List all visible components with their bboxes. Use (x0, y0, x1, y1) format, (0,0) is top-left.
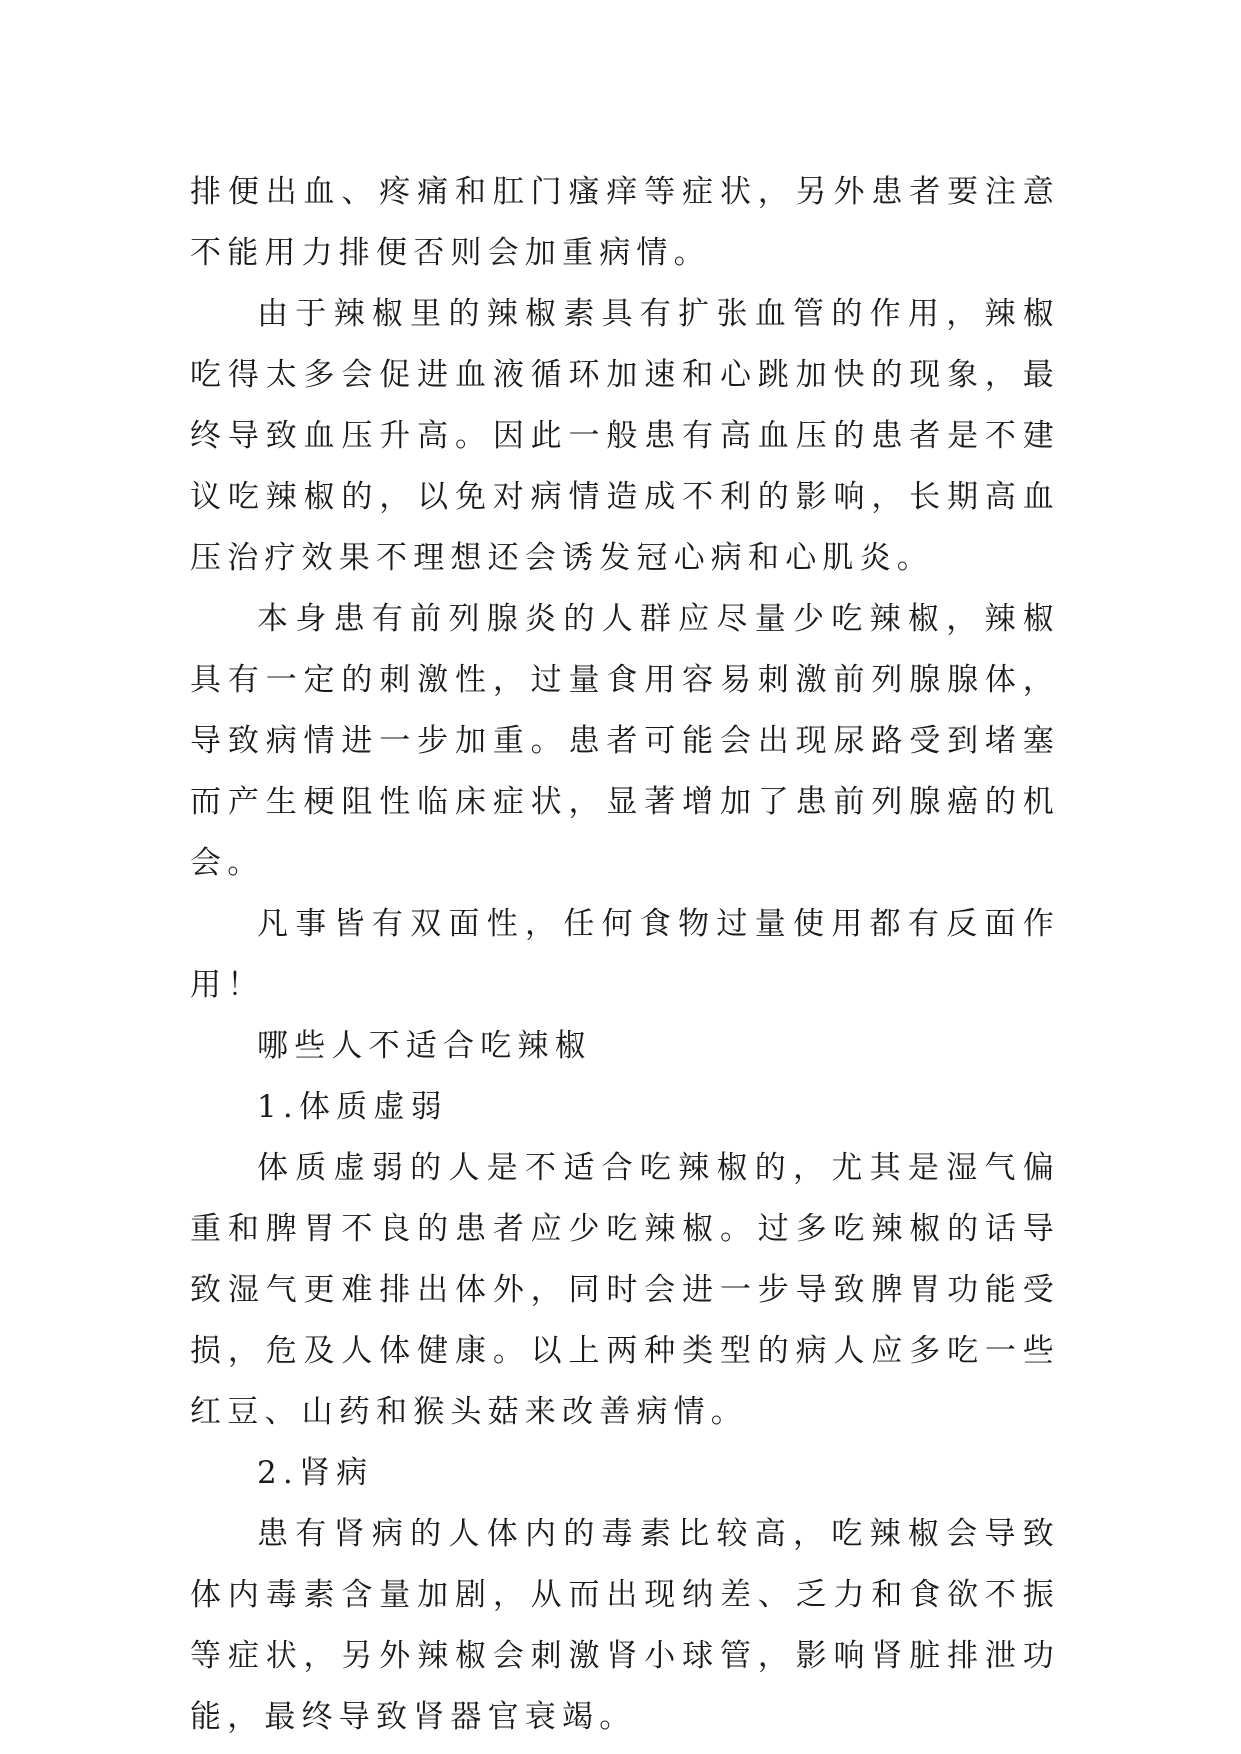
subheading-kidney-disease: 2.肾病 (257, 1455, 374, 1491)
paragraph-summary: 凡事皆有双面性，任何食物过量使用都有反面作用！ (190, 906, 1060, 1003)
paragraph-continued: 排便出血、疼痛和肛门瘙痒等症状，另外患者要注意不能用力排便否则会加重病情。 (190, 174, 1060, 271)
paragraph-hypertension: 由于辣椒里的辣椒素具有扩张血管的作用，辣椒吃得太多会促进血液循环加速和心跳加快的现象，最终导致血压升高。因此一般患有高血压的患者是不建议吃辣椒的，以免对病情造成不利的影响，长期高血压治疗效果不理想还会诱发冠心病和心肌炎。 (190, 296, 1060, 576)
section-heading: 哪些人不适合吃辣椒 (257, 1028, 592, 1064)
document-body (190, 162, 1060, 1748)
paragraph-weak-constitution: 体质虚弱的人是不适合吃辣椒的，尤其是湿气偏重和脾胃不良的患者应少吃辣椒。过多吃辣椒的话导致湿气更难排出体外，同时会进一步导致脾胃功能受损，危及人体健康。以上两种类型的病人应多吃一些红豆、山药和猴头菇来改善病情。 (190, 1150, 1060, 1430)
subheading-weak-constitution: 1.体质虚弱 (257, 1089, 448, 1125)
paragraph-kidney-disease: 患有肾病的人体内的毒素比较高，吃辣椒会导致体内毒素含量加剧，从而出现纳差、乏力和食欲不振等症状，另外辣椒会刺激肾小球管，影响肾脏排泄功能，最终导致肾器官衰竭。 (190, 1516, 1060, 1735)
paragraph-prostatitis: 本身患有前列腺炎的人群应尽量少吃辣椒，辣椒具有一定的刺激性，过量食用容易刺激前列腺腺体，导致病情进一步加重。患者可能会出现尿路受到堵塞而产生梗阻性临床症状，显著增加了患前列腺癌的机会。 (190, 601, 1060, 881)
